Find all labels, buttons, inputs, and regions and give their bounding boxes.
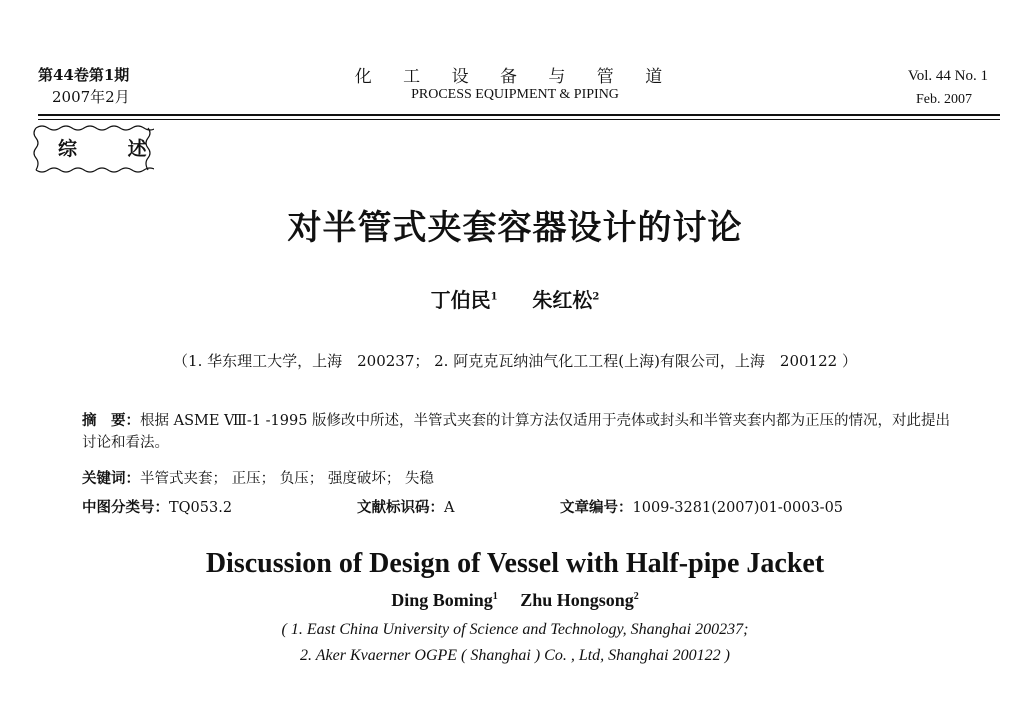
- article-number-value: 1009-3281(2007)01-0003-05: [632, 500, 844, 516]
- date-en: Feb. 2007: [916, 92, 972, 107]
- article-number-label: 文章编号：: [560, 500, 633, 516]
- author-affil-mark: 2: [633, 591, 639, 602]
- journal-name-cn: 化 工 设 备 与 管 道: [354, 67, 676, 87]
- affiliation-cn: （1. 华东理工大学，上海 200237； 2. 阿克克瓦纳油气化工工程(上海)有限公司，上海 200122 ）: [173, 352, 857, 370]
- journal-name-en: PROCESS EQUIPMENT & PIPING: [411, 87, 619, 102]
- volume-issue-cn: 第44卷第1期: [38, 66, 130, 84]
- affiliation-en-1: ( 1. East China University of Science and Technology, Shanghai 200237;: [281, 621, 749, 638]
- doc-code-label: 文献标识码：: [357, 500, 444, 516]
- paper-title-cn: 对半管式夹套容器设计的讨论: [287, 208, 743, 248]
- keywords-text: 半管式夹套； 正压； 负压； 强度破坏； 失稳: [140, 471, 434, 487]
- abstract-label: 摘 要：: [82, 413, 140, 429]
- volume-issue-en: Vol. 44 No. 1: [907, 68, 988, 84]
- author-name-en: Ding Boming: [391, 590, 493, 610]
- authors-en: [0, 590, 1030, 611]
- classification-label: 中图分类号：: [82, 500, 169, 516]
- section-tag: 综 述: [58, 138, 169, 160]
- document-code: [357, 496, 454, 517]
- classification-value: TQ053.2: [169, 500, 233, 516]
- abstract-text: 根据 ASME Ⅷ-1 -1995 版修改中所述，半管式夹套的计算方法仅适用于壳体或封头和半管夹套内都为正压的情况，对此提出讨论和看法。: [82, 413, 951, 451]
- classification-number: [82, 496, 232, 517]
- affiliation-en-2: 2. Aker Kvaerner OGPE ( Shanghai ) Co. , Ltd, Shanghai 200122 ): [300, 647, 730, 664]
- authors-cn: [0, 284, 1030, 313]
- author-affil-mark: 2: [592, 291, 600, 303]
- author-name: 朱红松: [532, 288, 593, 312]
- keywords-label: 关键词：: [82, 471, 140, 487]
- article-number: [560, 496, 843, 517]
- header-rule-thin: [38, 119, 1000, 120]
- author-affil-mark: 1: [490, 291, 498, 303]
- author-name-en: Zhu Hongsong: [520, 590, 634, 610]
- doc-code-value: A: [444, 500, 455, 516]
- keywords: [82, 467, 434, 488]
- author-affil-mark: 1: [492, 591, 498, 602]
- date-cn: 2007年2月: [52, 88, 130, 106]
- abstract: [82, 410, 962, 454]
- author-name: 丁伯民: [430, 288, 491, 312]
- paper-title-en: Discussion of Design of Vessel with Half-pipe Jacket: [205, 548, 825, 579]
- header-rule-thick: [38, 114, 1000, 116]
